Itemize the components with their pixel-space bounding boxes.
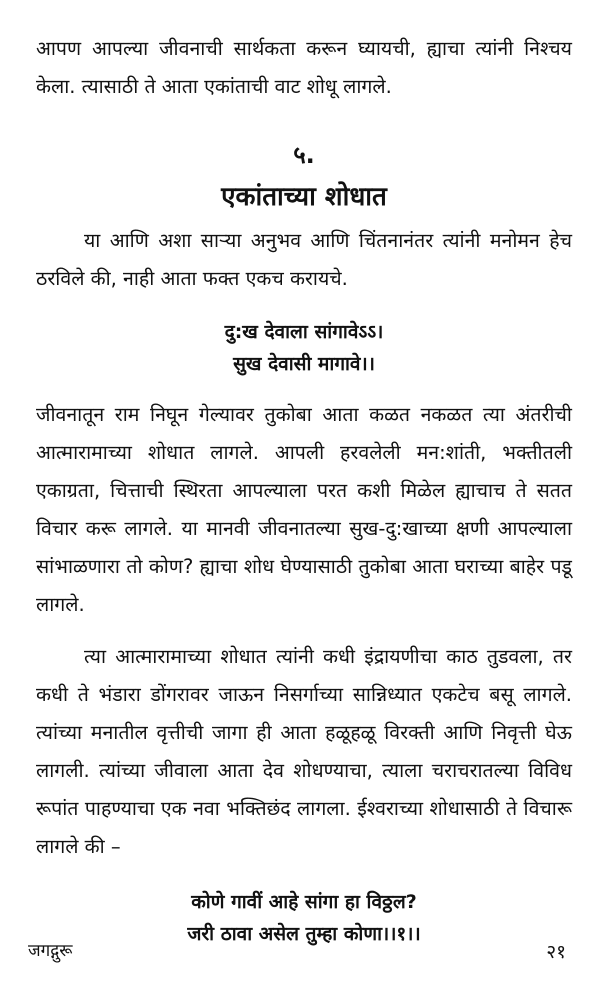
paragraph-2: जीवनातून राम निघून गेल्यावर तुकोबा आता कळत नकळत त्या अंतरीची आत्मारामाच्या शोधात लागले. आपली हरवलेली मन:शांती, भक्तीतली एकाग्रता, चित्ताची स्थिरता आपल्याला परत कशी मिळेल ह्याचाच ते सतत विचार करू लागले. या मानवी जीवनातल्या सुख-दु:खाच्या क्षणी आपल्याला सांभाळणारा तो कोण? ह्याचा शोध घेण्यासाठी तुकोबा आता घराच्या बाहेर पडू लागले.: [36, 403, 572, 616]
page-number: २१: [546, 941, 566, 963]
running-title: जगद्गुरू: [28, 941, 73, 961]
verse-2-line-2: जरी ठावा असेल तुम्हा कोणा।।१।।: [187, 923, 421, 945]
verse-2-line-1: कोणे गावीं आहे सांगा हा विठ्ठल?: [191, 891, 417, 913]
verse-1-line-2: सुख देवासी मागावे।।: [233, 353, 375, 375]
page-footer: [28, 938, 566, 968]
paragraph-gap: [36, 624, 572, 638]
verse-block-1: [36, 316, 572, 380]
paragraph-3: त्या आत्मारामाच्या शोधात त्यांनी कधी इंद्रायणीचा काठ तुडवला, तर कधी ते भंडारा डोंगरावर जाऊन निसर्गाच्या सान्निध्यात एकटेच बसू लागले. त्यांच्या मनातील वृत्तीची जागा ही आता हळूहळू विरक्ती आणि निवृत्ती घेऊ लागली. त्यांच्या जीवाला आता देव शोधण्याचा, त्याला चराचरातल्या विविध रूपांत पाहण्याचा एक नवा भक्तिछंद लागला. ईश्वराच्या शोधासाठी ते विचारू लागले की –: [36, 645, 572, 858]
verse-1-line-1: दु:ख देवाला सांगावेऽऽ।: [224, 321, 384, 343]
chapter-number: ५.: [293, 141, 315, 169]
chapter-title: एकांताच्या शोधात: [221, 182, 387, 212]
opening-paragraph: आपण आपल्या जीवनाची सार्थकता करून घ्यायची, ह्याचा त्यांनी निश्चय केला. त्यासाठी ते आता एकांताची वाट शोधू लागले.: [36, 37, 572, 98]
paragraph-1: या आणि अशा साऱ्या अनुभव आणि चिंतनानंतर त्यांनी मनोमन हेच ठरविले की, नाही आता फक्त एकच करायचे.: [36, 229, 572, 290]
